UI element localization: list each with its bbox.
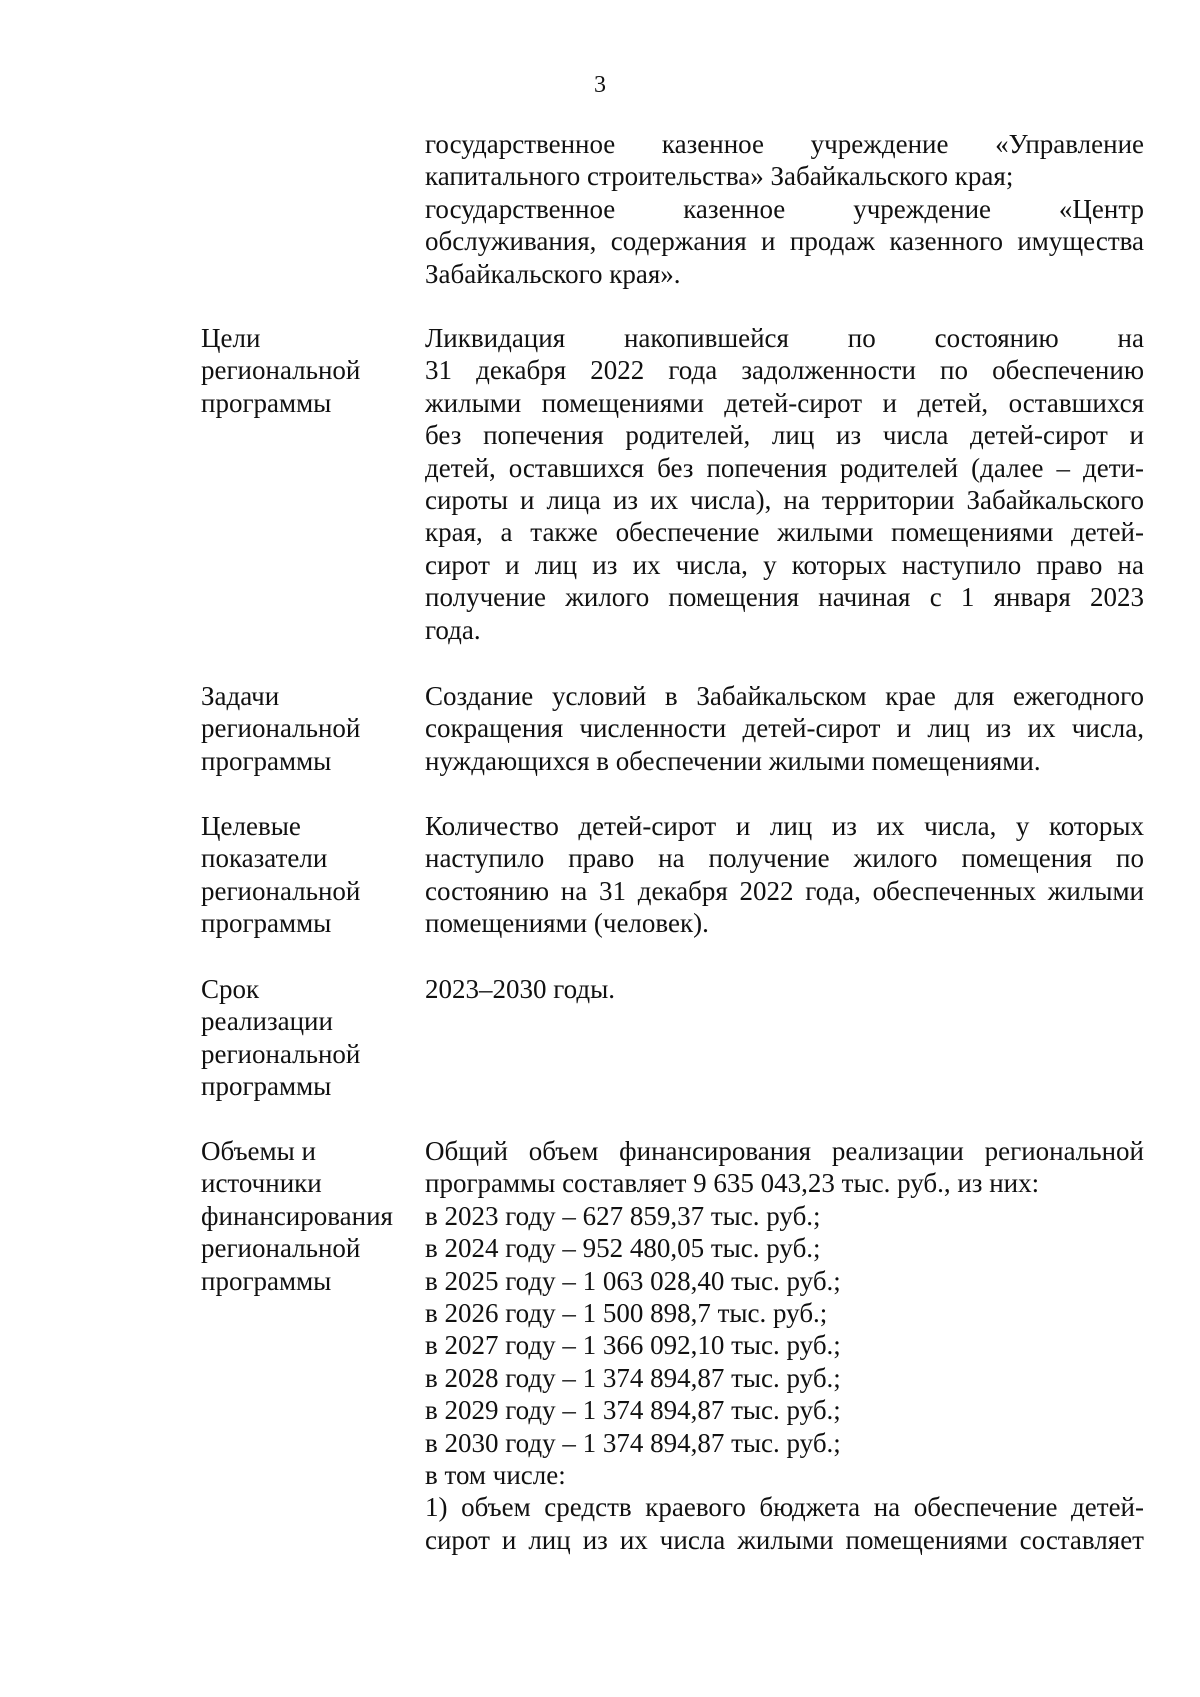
text-line: без попечения родителей, лиц из числа детей-сирот и — [425, 420, 1144, 451]
label-line: программы — [201, 1265, 332, 1296]
text-line: программы составляет 9 635 043,23 тыс. руб., из них: — [425, 1168, 1040, 1199]
goals-text — [425, 322, 1144, 646]
text-line: Ликвидация накопившейся по состоянию на — [425, 323, 1144, 353]
text-line: 1) объем средств краевого бюджета на обеспечение детей- — [425, 1492, 1144, 1523]
label-line: программы — [201, 745, 332, 776]
term-label — [201, 973, 411, 1103]
label-line: региональной — [201, 1233, 361, 1264]
text-line: 2023–2030 годы. — [425, 974, 616, 1004]
targets-label — [201, 810, 411, 940]
text-line: края, а также обеспечение жилыми помещениями детей- — [425, 517, 1144, 548]
label-line: региональной — [201, 713, 361, 744]
text-line: Создание условий в Забайкальском крае для ежегодного — [425, 681, 1144, 711]
text-line: детей, оставшихся без попечения родителей (далее – дети- — [425, 452, 1144, 483]
text-line: сирот и лиц из их числа, у которых наступило право на — [425, 549, 1144, 580]
text-line: государственное казенное учреждение «Управление — [425, 129, 1144, 159]
goals-label — [201, 322, 411, 419]
label-line: Задачи — [201, 681, 280, 711]
label-line: реализации — [201, 1006, 333, 1037]
tasks-text — [425, 680, 1144, 777]
text-line: в том числе: — [425, 1459, 566, 1490]
label-line: региональной — [201, 1038, 361, 1069]
label-line: программы — [201, 1071, 332, 1102]
label-line: программы — [201, 387, 332, 418]
label-line: региональной — [201, 875, 361, 906]
text-line: получение жилого помещения начиная с 1 января 2023 — [425, 582, 1144, 613]
text-line: в 2023 году – 627 859,37 тыс. руб.; — [425, 1200, 821, 1231]
text-line: в 2026 году – 1 500 898,7 тыс. руб.; — [425, 1297, 828, 1328]
text-line: в 2030 году – 1 374 894,87 тыс. руб.; — [425, 1427, 841, 1458]
text-line: наступило право на получение жилого помещения по — [425, 843, 1144, 874]
text-line: Забайкальского края». — [425, 258, 681, 289]
targets-text — [425, 810, 1144, 940]
text-line: в 2024 году – 952 480,05 тыс. руб.; — [425, 1233, 821, 1264]
text-line: в 2025 году – 1 063 028,40 тыс. руб.; — [425, 1265, 841, 1296]
text-line: состоянию на 31 декабря 2022 года, обеспеченных жилыми — [425, 875, 1144, 906]
text-line: Общий объем финансирования реализации региональной — [425, 1136, 1144, 1166]
tasks-label — [201, 680, 411, 777]
label-line: финансирования — [201, 1200, 393, 1231]
label-line: Цели — [201, 323, 261, 353]
page-number: 3 — [594, 72, 606, 98]
text-line: нуждающихся в обеспечении жилыми помещениями. — [425, 745, 1041, 776]
text-line: жилыми помещениями детей-сирот и детей, оставшихся — [425, 387, 1144, 418]
text-line: Количество детей-сирот и лиц из их числа, у которых — [425, 811, 1144, 841]
label-line: Объемы и — [201, 1136, 316, 1166]
label-line: программы — [201, 908, 332, 939]
text-line: сокращения численности детей-сирот и лиц из их числа, — [425, 713, 1144, 744]
funding-label — [201, 1135, 411, 1297]
executors-continuation — [425, 128, 1144, 290]
text-line: 31 декабря 2022 года задолженности по обеспечению — [425, 355, 1144, 386]
text-line: сирот и лиц из их числа жилыми помещениями составляет — [425, 1524, 1144, 1555]
label-line: источники — [201, 1168, 322, 1199]
term-text — [425, 973, 1144, 1005]
label-line: Срок — [201, 974, 260, 1004]
text-line: обслуживания, содержания и продаж казенного имущества — [425, 226, 1144, 257]
funding-text — [425, 1135, 1144, 1556]
text-line: сироты и лица из их числа), на территории Забайкальского — [425, 484, 1144, 515]
label-line: региональной — [201, 355, 361, 386]
text-line: в 2027 году – 1 366 092,10 тыс. руб.; — [425, 1330, 841, 1361]
text-line: года. — [425, 614, 481, 645]
label-line: Целевые — [201, 811, 301, 841]
text-line: в 2028 году – 1 374 894,87 тыс. руб.; — [425, 1362, 841, 1393]
text-line: государственное казенное учреждение «Центр — [425, 193, 1144, 224]
label-line: показатели — [201, 843, 328, 874]
text-line: помещениями (человек). — [425, 908, 709, 939]
text-line: в 2029 году – 1 374 894,87 тыс. руб.; — [425, 1395, 841, 1426]
text-line: капитального строительства» Забайкальского края; — [425, 161, 1014, 192]
